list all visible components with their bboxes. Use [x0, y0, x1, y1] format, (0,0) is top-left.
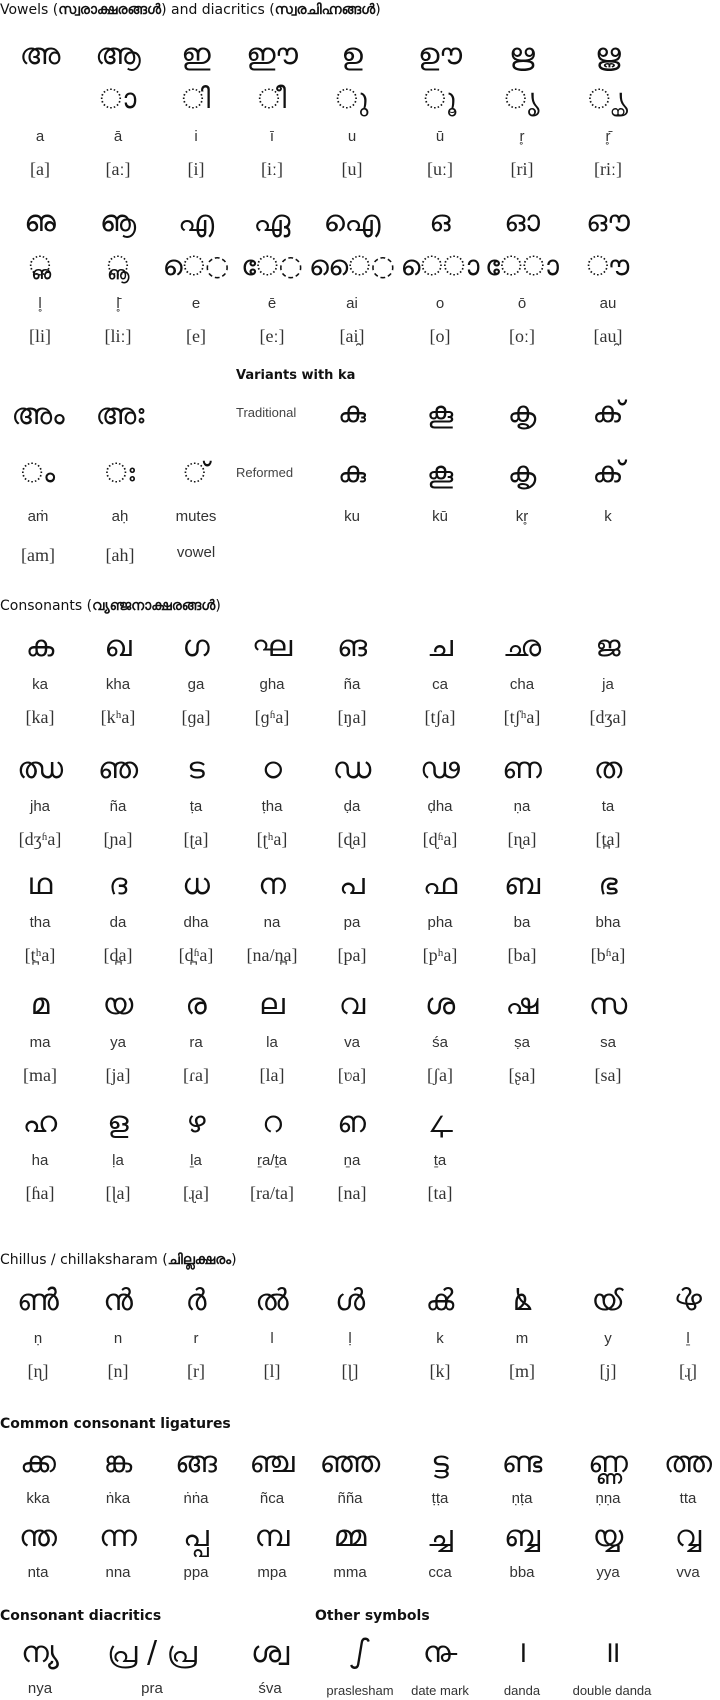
vowels-heading: Vowels (സ്വരാക്ഷരങ്ങൾ) and diacritics (സ്വരചിഹ്നങ്ങൾ)	[0, 2, 381, 18]
consonant-translit: ba	[513, 914, 531, 931]
consonant-glyph: ഫ	[422, 867, 458, 902]
consonant-glyph: ക	[25, 629, 55, 664]
vowel-glyph: ഏ	[253, 204, 291, 239]
ligature-translit: nta	[27, 1564, 49, 1581]
consonant-glyph: ഷ	[505, 987, 539, 1022]
vowel-glyph: ൠ	[595, 37, 621, 72]
ligature-translit: yya	[596, 1564, 620, 1581]
consonant-translit: ṭa	[189, 798, 203, 815]
vowel-glyph: ഌ	[24, 204, 56, 239]
ligature-translit: tta	[679, 1490, 697, 1507]
vowel-ipa: [o]	[429, 326, 451, 346]
consonant-translit: la	[266, 1034, 278, 1051]
vowel-ipa: [liː]	[104, 326, 132, 346]
vowel-ipa: [a]	[30, 159, 50, 179]
ligature-glyph: മ്പ	[254, 1519, 290, 1554]
consonant-glyph: സ	[588, 987, 628, 1022]
variant-translit: ku	[344, 508, 360, 525]
consonant-ipa: [tʃʰa]	[503, 707, 541, 727]
consonant-glyph: ഖ	[104, 629, 132, 664]
consonant-ipa: [la]	[259, 1065, 285, 1085]
vowel-ipa: [riː]	[594, 159, 622, 179]
vowel-glyph: ഔ	[586, 204, 630, 239]
consonant-translit: ña	[343, 676, 361, 693]
consonant-translit: sa	[600, 1034, 616, 1051]
variant-reformed-glyph: കൂ	[426, 455, 454, 490]
ligature-translit: cca	[428, 1564, 452, 1581]
vowel-glyph: ഐ	[323, 204, 381, 239]
chillu-glyph: ർ	[185, 1283, 207, 1318]
consonant-translit: jha	[29, 798, 51, 815]
consonant-translit: ḻa	[190, 1152, 202, 1169]
symbol-label: praslesham	[326, 1683, 394, 1698]
consonant-ipa: [ɳa]	[507, 829, 537, 849]
vowel-diacritic: ◌ി	[181, 82, 211, 115]
chillu-translit: y	[604, 1330, 612, 1347]
variant-translit: kū	[432, 508, 448, 525]
consonant-ipa: [tʃa]	[424, 707, 456, 727]
consonant-ipa: [ka]	[25, 707, 55, 727]
symbol-glyph: ।	[516, 1635, 528, 1670]
vowel-translit: r̥̄	[605, 128, 611, 145]
consonant-glyph: ശ	[424, 987, 456, 1022]
chillu-ipa: [m]	[509, 1361, 535, 1381]
consonant-translit: ṇa	[513, 798, 531, 815]
consonant-glyph: ഥ	[27, 867, 53, 902]
consonant-diacritic-translit: śva	[258, 1680, 282, 1697]
variant-traditional-glyph: കൂ	[426, 395, 454, 430]
consonant-diacritic-glyph: പ്ര / പ്ര	[107, 1635, 197, 1670]
chillu-translit: m	[515, 1330, 529, 1347]
consonant-diacritic-glyph: ന്യ	[21, 1635, 59, 1670]
ligature-glyph: ണ്ട	[501, 1445, 543, 1480]
consonant-glyph: ങ	[336, 629, 368, 664]
ligature-glyph: പ്പ	[183, 1519, 209, 1554]
ligature-glyph: ഞ്ഞ	[319, 1445, 381, 1480]
vowel-translit: l̥	[38, 295, 42, 312]
consonant-glyph: ച	[427, 629, 453, 664]
consonant-ipa: [ra/ta]	[250, 1183, 294, 1203]
consonant-translit: śa	[432, 1034, 448, 1051]
chillu-glyph: ൿ	[425, 1283, 455, 1318]
consonant-translit: ka	[32, 676, 48, 693]
ligature-glyph: ണ്ണ	[588, 1445, 628, 1480]
vowel-ipa: [e]	[186, 326, 206, 346]
ligature-translit: bba	[509, 1564, 535, 1581]
ligature-glyph: ങ്ക	[103, 1445, 133, 1480]
consonant-translit: ṭha	[261, 798, 283, 815]
consonant-glyph: ജ	[595, 629, 621, 664]
vowel-ipa: [li]	[29, 326, 51, 346]
vowel-diacritic: ◌ം	[20, 456, 56, 489]
consonant-ipa: [sa]	[594, 1065, 622, 1085]
consonant-ipa: [na]	[337, 1183, 367, 1203]
consonant-translit: ḷa	[112, 1152, 124, 1169]
consonant-translit: ḍha	[427, 798, 453, 815]
vowel-ipa: [i]	[187, 159, 205, 179]
consonant-ipa: [dʒʱa]	[18, 829, 62, 849]
consonant-ipa: [ɭa]	[105, 1183, 131, 1203]
chillu-ipa: [ɭ]	[341, 1361, 359, 1381]
symbol-glyph: ൹	[422, 1635, 458, 1670]
chillu-ipa: [n]	[107, 1361, 129, 1381]
consonant-glyph: ഴ	[186, 1105, 206, 1140]
variant-traditional-glyph: ക്	[592, 395, 624, 430]
consonant-translit: ṣa	[514, 1034, 530, 1051]
consonant-ipa: [t̪ʰa]	[24, 945, 56, 965]
consonant-translit: dha	[183, 914, 209, 931]
consonant-translit: ta	[601, 798, 615, 815]
vowel-diacritic: ൈ◌	[308, 249, 396, 282]
consonant-translit: ja	[602, 676, 614, 693]
consonant-translit: ṉa	[343, 1152, 361, 1169]
consonant-ipa: [d̪ʱa]	[178, 945, 214, 965]
vowel-glyph: ഒ	[429, 204, 451, 239]
symbol-glyph: ॥	[603, 1635, 621, 1670]
vowel-glyph: ഊ	[417, 37, 463, 72]
vowel-diacritic: ◌ൣ	[106, 249, 130, 282]
consonant-translit: ha	[31, 1152, 49, 1169]
consonant-glyph: ദ	[108, 867, 128, 902]
chillu-translit: n	[113, 1330, 123, 1347]
chillu-glyph: ൺ	[17, 1283, 59, 1318]
consonant-diacritics-heading: Consonant diacritics	[0, 1608, 162, 1624]
vowel-ipa: [eː]	[259, 326, 285, 346]
vowel-diacritic: ◌ൢ	[28, 249, 52, 282]
consonant-translit: pa	[343, 914, 361, 931]
consonant-ipa: [ʋa]	[337, 1065, 367, 1085]
consonant-glyph: യ	[102, 987, 134, 1022]
chillus-heading: Chillus / chillaksharam (ചില്ലക്ഷരം)	[0, 1252, 237, 1268]
consonant-translit: tha	[29, 914, 51, 931]
ligature-glyph: ത്ത	[663, 1445, 713, 1480]
vowel-glyph: അം	[11, 397, 65, 432]
vowel-glyph: അഃ	[95, 397, 145, 432]
consonant-ipa: [ʈa]	[183, 829, 209, 849]
ligature-glyph: ന്ത	[19, 1519, 57, 1554]
reformed-label: Reformed	[236, 465, 294, 480]
consonant-ipa: [ʈʰa]	[256, 829, 288, 849]
chillu-glyph: ൖ	[674, 1283, 702, 1318]
consonant-ipa: [pʰa]	[422, 945, 458, 965]
vowel-translit: e	[191, 295, 201, 312]
vowel-diacritic: െ◌	[162, 249, 230, 282]
vowel-ipa: [am]	[21, 545, 55, 565]
consonant-glyph: ധ	[182, 867, 210, 902]
vowel-ipa: [aː]	[105, 159, 131, 179]
consonant-translit: ga	[187, 676, 205, 693]
ligature-translit: ṇṭa	[511, 1490, 533, 1507]
vowel-glyph: ഈ	[246, 37, 298, 72]
vowel-translit: u	[347, 128, 357, 145]
vowel-translit: a	[35, 128, 45, 145]
ligature-glyph: ങ്ങ	[175, 1445, 217, 1480]
consonant-glyph: ഡ	[332, 751, 372, 786]
consonant-glyph: ഗ	[182, 629, 210, 664]
ligature-translit: mpa	[257, 1564, 287, 1581]
ligature-glyph: ന്ന	[99, 1519, 137, 1554]
ligature-glyph: ക്ക	[20, 1445, 56, 1480]
consonant-ipa: [ta]	[427, 1183, 453, 1203]
vowel-translit: mutes	[175, 508, 217, 525]
ligature-translit: ṅka	[105, 1490, 131, 1507]
consonant-glyph: ഘ	[251, 629, 293, 664]
symbol-label: date mark	[411, 1683, 469, 1698]
ligature-glyph: ട്ട	[431, 1445, 449, 1480]
consonant-translit: cha	[509, 676, 535, 693]
vowel-glyph: ആ	[95, 37, 141, 72]
ligature-glyph: മ്മ	[333, 1519, 367, 1554]
ligature-glyph: ഞ്ച	[249, 1445, 295, 1480]
symbol-label: danda	[503, 1683, 541, 1698]
consonant-translit: va	[344, 1034, 360, 1051]
consonant-translit: ra	[189, 1034, 203, 1051]
vowel-diacritic: ◌്	[183, 456, 209, 489]
variant-translit: kr̥	[515, 508, 529, 525]
consonant-translit: ña	[109, 798, 127, 815]
consonant-translit: na	[263, 914, 281, 931]
consonant-translit: ṯa	[433, 1152, 447, 1169]
consonant-translit: ṟa/ṯa	[256, 1152, 288, 1169]
vowel-ipa: [ai̯]	[339, 326, 365, 346]
vowel-diacritic: ◌ാ	[99, 82, 137, 115]
consonant-ipa: [ja]	[105, 1065, 131, 1085]
vowel-ipa: [oː]	[509, 326, 535, 346]
chillu-translit: ḻ	[686, 1330, 690, 1347]
ligature-translit: ṭṭa	[431, 1490, 449, 1507]
consonant-ipa: [ɡa]	[181, 707, 211, 727]
ligature-translit: nna	[105, 1564, 131, 1581]
vowel-glyph: ഋ	[509, 37, 535, 72]
variant-reformed-glyph: കു	[337, 455, 367, 490]
vowel-diacritic: ◌ൄ	[587, 82, 629, 115]
consonant-ipa: [ʂa]	[508, 1065, 536, 1085]
ligature-glyph: യ്യ	[592, 1519, 624, 1554]
consonant-ipa: [ɾa]	[183, 1065, 209, 1085]
vowel-diacritic: ◌ു	[335, 82, 369, 115]
consonant-glyph: ന	[258, 867, 286, 902]
consonant-translit: bha	[595, 914, 621, 931]
chillu-ipa: [ɻ]	[679, 1361, 697, 1381]
ligature-glyph: ബ്ബ	[503, 1519, 541, 1554]
consonant-glyph: ബ	[503, 867, 541, 902]
vowel-glyph: ഇ	[181, 37, 211, 72]
vowel-ipa: [uː]	[427, 159, 453, 179]
chillu-ipa: [k]	[429, 1361, 451, 1381]
chillu-glyph: ൻ	[103, 1283, 133, 1318]
consonant-translit: ma	[29, 1034, 51, 1051]
symbol-glyph: ഽ	[350, 1635, 370, 1670]
consonant-glyph: ര	[185, 987, 207, 1022]
consonant-glyph: ഛ	[502, 629, 542, 664]
consonant-ipa: [ʃa]	[427, 1065, 453, 1085]
vowel-translit: i	[194, 128, 198, 145]
vowel-diacritic: ◌ഃ	[104, 456, 136, 489]
consonant-glyph: പ	[339, 867, 365, 902]
vowel-translit: aṁ	[27, 508, 49, 525]
consonant-glyph: ള	[107, 1105, 129, 1140]
consonant-translit: gha	[259, 676, 285, 693]
vowel-translit: ū	[435, 128, 445, 145]
consonant-ipa: [ma]	[23, 1065, 57, 1085]
consonant-glyph: ട	[187, 751, 205, 786]
consonant-ipa: [t̪a]	[595, 829, 621, 849]
consonant-ipa: [ɻa]	[183, 1183, 209, 1203]
traditional-label: Traditional	[236, 405, 297, 420]
vowel-glyph: ൡ	[99, 204, 137, 239]
consonant-ipa: [ɖʱa]	[422, 829, 458, 849]
consonant-ipa: [ɖa]	[337, 829, 367, 849]
vowel-ipa: [ah]	[105, 545, 135, 565]
vowel-translit: ai	[346, 295, 358, 312]
ligature-translit: vva	[676, 1564, 700, 1581]
ligatures-heading: Common consonant ligatures	[0, 1416, 231, 1432]
consonant-glyph: ഹ	[22, 1105, 58, 1140]
chillu-translit: r	[193, 1330, 199, 1347]
consonant-glyph: മ	[30, 987, 50, 1022]
vowel-translit: ē	[267, 295, 277, 312]
vowel-ipa: vowel	[176, 544, 216, 561]
chillu-ipa: [ɳ]	[27, 1361, 49, 1381]
consonant-ipa: [ɦa]	[25, 1183, 55, 1203]
chillu-glyph: ൕ	[591, 1283, 625, 1318]
ligature-translit: ppa	[183, 1564, 209, 1581]
consonant-glyph: ണ	[502, 751, 542, 786]
vowel-glyph: അ	[19, 37, 61, 72]
consonant-glyph: ത	[593, 751, 623, 786]
consonant-glyph: ഢ	[420, 751, 460, 786]
ligature-translit: kka	[26, 1490, 50, 1507]
vowel-ipa: [u]	[341, 159, 363, 179]
consonant-ipa: [na/n̪a]	[246, 945, 298, 965]
consonant-glyph: ഞ	[97, 751, 139, 786]
vowel-diacritic: ◌ൗ	[586, 249, 630, 282]
vowel-translit: r̥	[519, 128, 525, 145]
vowel-ipa: [au̯]	[593, 326, 623, 346]
vowel-diacritic: െ◌ാ	[400, 249, 480, 282]
variant-traditional-glyph: കൃ	[507, 395, 537, 430]
vowel-diacritic: ◌ൃ	[504, 82, 540, 115]
chillu-translit: ṇ	[33, 1330, 43, 1347]
consonant-translit: ya	[110, 1034, 126, 1051]
ligature-translit: mma	[333, 1564, 367, 1581]
ligature-translit: ñca	[259, 1490, 285, 1507]
consonant-glyph: ഩ	[338, 1105, 366, 1140]
consonant-glyph: വ	[338, 987, 366, 1022]
consonant-translit: kha	[105, 676, 131, 693]
consonant-diacritic-translit: nya	[27, 1680, 53, 1697]
consonant-ipa: [ba]	[507, 945, 537, 965]
ligature-translit: ñña	[337, 1490, 363, 1507]
symbol-label: double danda	[572, 1683, 652, 1698]
ligature-glyph: വ്വ	[674, 1519, 702, 1554]
consonant-translit: ca	[432, 676, 448, 693]
vowel-translit: o	[435, 295, 445, 312]
consonant-glyph: ഝ	[16, 751, 64, 786]
consonant-ipa: [ɡʱa]	[254, 707, 290, 727]
other-symbols-heading: Other symbols	[315, 1608, 430, 1624]
vowel-translit: ā	[113, 128, 123, 145]
consonant-glyph: റ	[262, 1105, 282, 1140]
consonant-translit: pha	[427, 914, 453, 931]
consonant-glyph: ഭ	[598, 867, 618, 902]
consonant-ipa: [kʰa]	[100, 707, 136, 727]
chillu-translit: k	[436, 1330, 444, 1347]
consonant-ipa: [bʱa]	[590, 945, 626, 965]
ligature-translit: ṇṇa	[595, 1490, 621, 1507]
vowel-translit: l̥̄	[116, 295, 120, 312]
consonant-diacritic-translit: pra	[141, 1680, 163, 1697]
vowel-ipa: [iː]	[261, 159, 283, 179]
consonant-glyph: ഠ	[262, 751, 282, 786]
consonant-ipa: [ɲa]	[103, 829, 133, 849]
ligature-translit: ṅṅa	[183, 1490, 209, 1507]
chillu-glyph: ൔ	[512, 1283, 532, 1318]
consonant-translit: da	[109, 914, 127, 931]
vowel-diacritic: ◌ീ	[257, 82, 287, 115]
vowel-translit: ī	[269, 128, 275, 145]
vowel-diacritic: േ◌ാ	[485, 249, 559, 282]
variant-traditional-glyph: കു	[337, 395, 367, 430]
consonant-glyph: ല	[259, 987, 285, 1022]
variant-reformed-glyph: കൃ	[507, 455, 537, 490]
vowel-diacritic: ◌ൂ	[423, 82, 457, 115]
consonants-heading: Consonants (വ്യഞ്ജനാക്ഷരങ്ങൾ)	[0, 598, 221, 614]
consonant-ipa: [ŋa]	[337, 707, 367, 727]
consonant-diacritic-glyph: ശ്വ	[250, 1635, 290, 1670]
vowel-ipa: [ri]	[510, 159, 534, 179]
variants-heading: Variants with ka	[236, 368, 356, 383]
vowel-translit: ō	[517, 295, 527, 312]
vowel-translit: au	[599, 295, 617, 312]
vowel-diacritic: േ◌	[241, 249, 303, 282]
vowel-glyph: ഉ	[341, 37, 363, 72]
consonant-translit: ḍa	[343, 798, 361, 815]
vowel-translit: aḥ	[111, 508, 129, 525]
consonant-ipa: [pa]	[337, 945, 367, 965]
ligature-glyph: ച്ച	[427, 1519, 453, 1554]
chillu-ipa: [j]	[599, 1361, 617, 1381]
consonant-ipa: [d̪a]	[103, 945, 133, 965]
chillu-glyph: ൾ	[334, 1283, 366, 1318]
chillu-translit: ḷ	[348, 1330, 352, 1347]
chillu-glyph: ൽ	[255, 1283, 289, 1318]
variant-reformed-glyph: ക്	[592, 455, 624, 490]
chillu-ipa: [l]	[263, 1361, 281, 1381]
variant-translit: k	[604, 508, 612, 525]
chillu-ipa: [r]	[187, 1361, 205, 1381]
vowel-glyph: ഓ	[504, 204, 540, 239]
consonant-glyph: ഺ	[427, 1105, 453, 1140]
vowel-glyph: എ	[177, 204, 215, 239]
consonant-ipa: [dʒa]	[589, 707, 627, 727]
chillu-translit: l	[270, 1330, 274, 1347]
